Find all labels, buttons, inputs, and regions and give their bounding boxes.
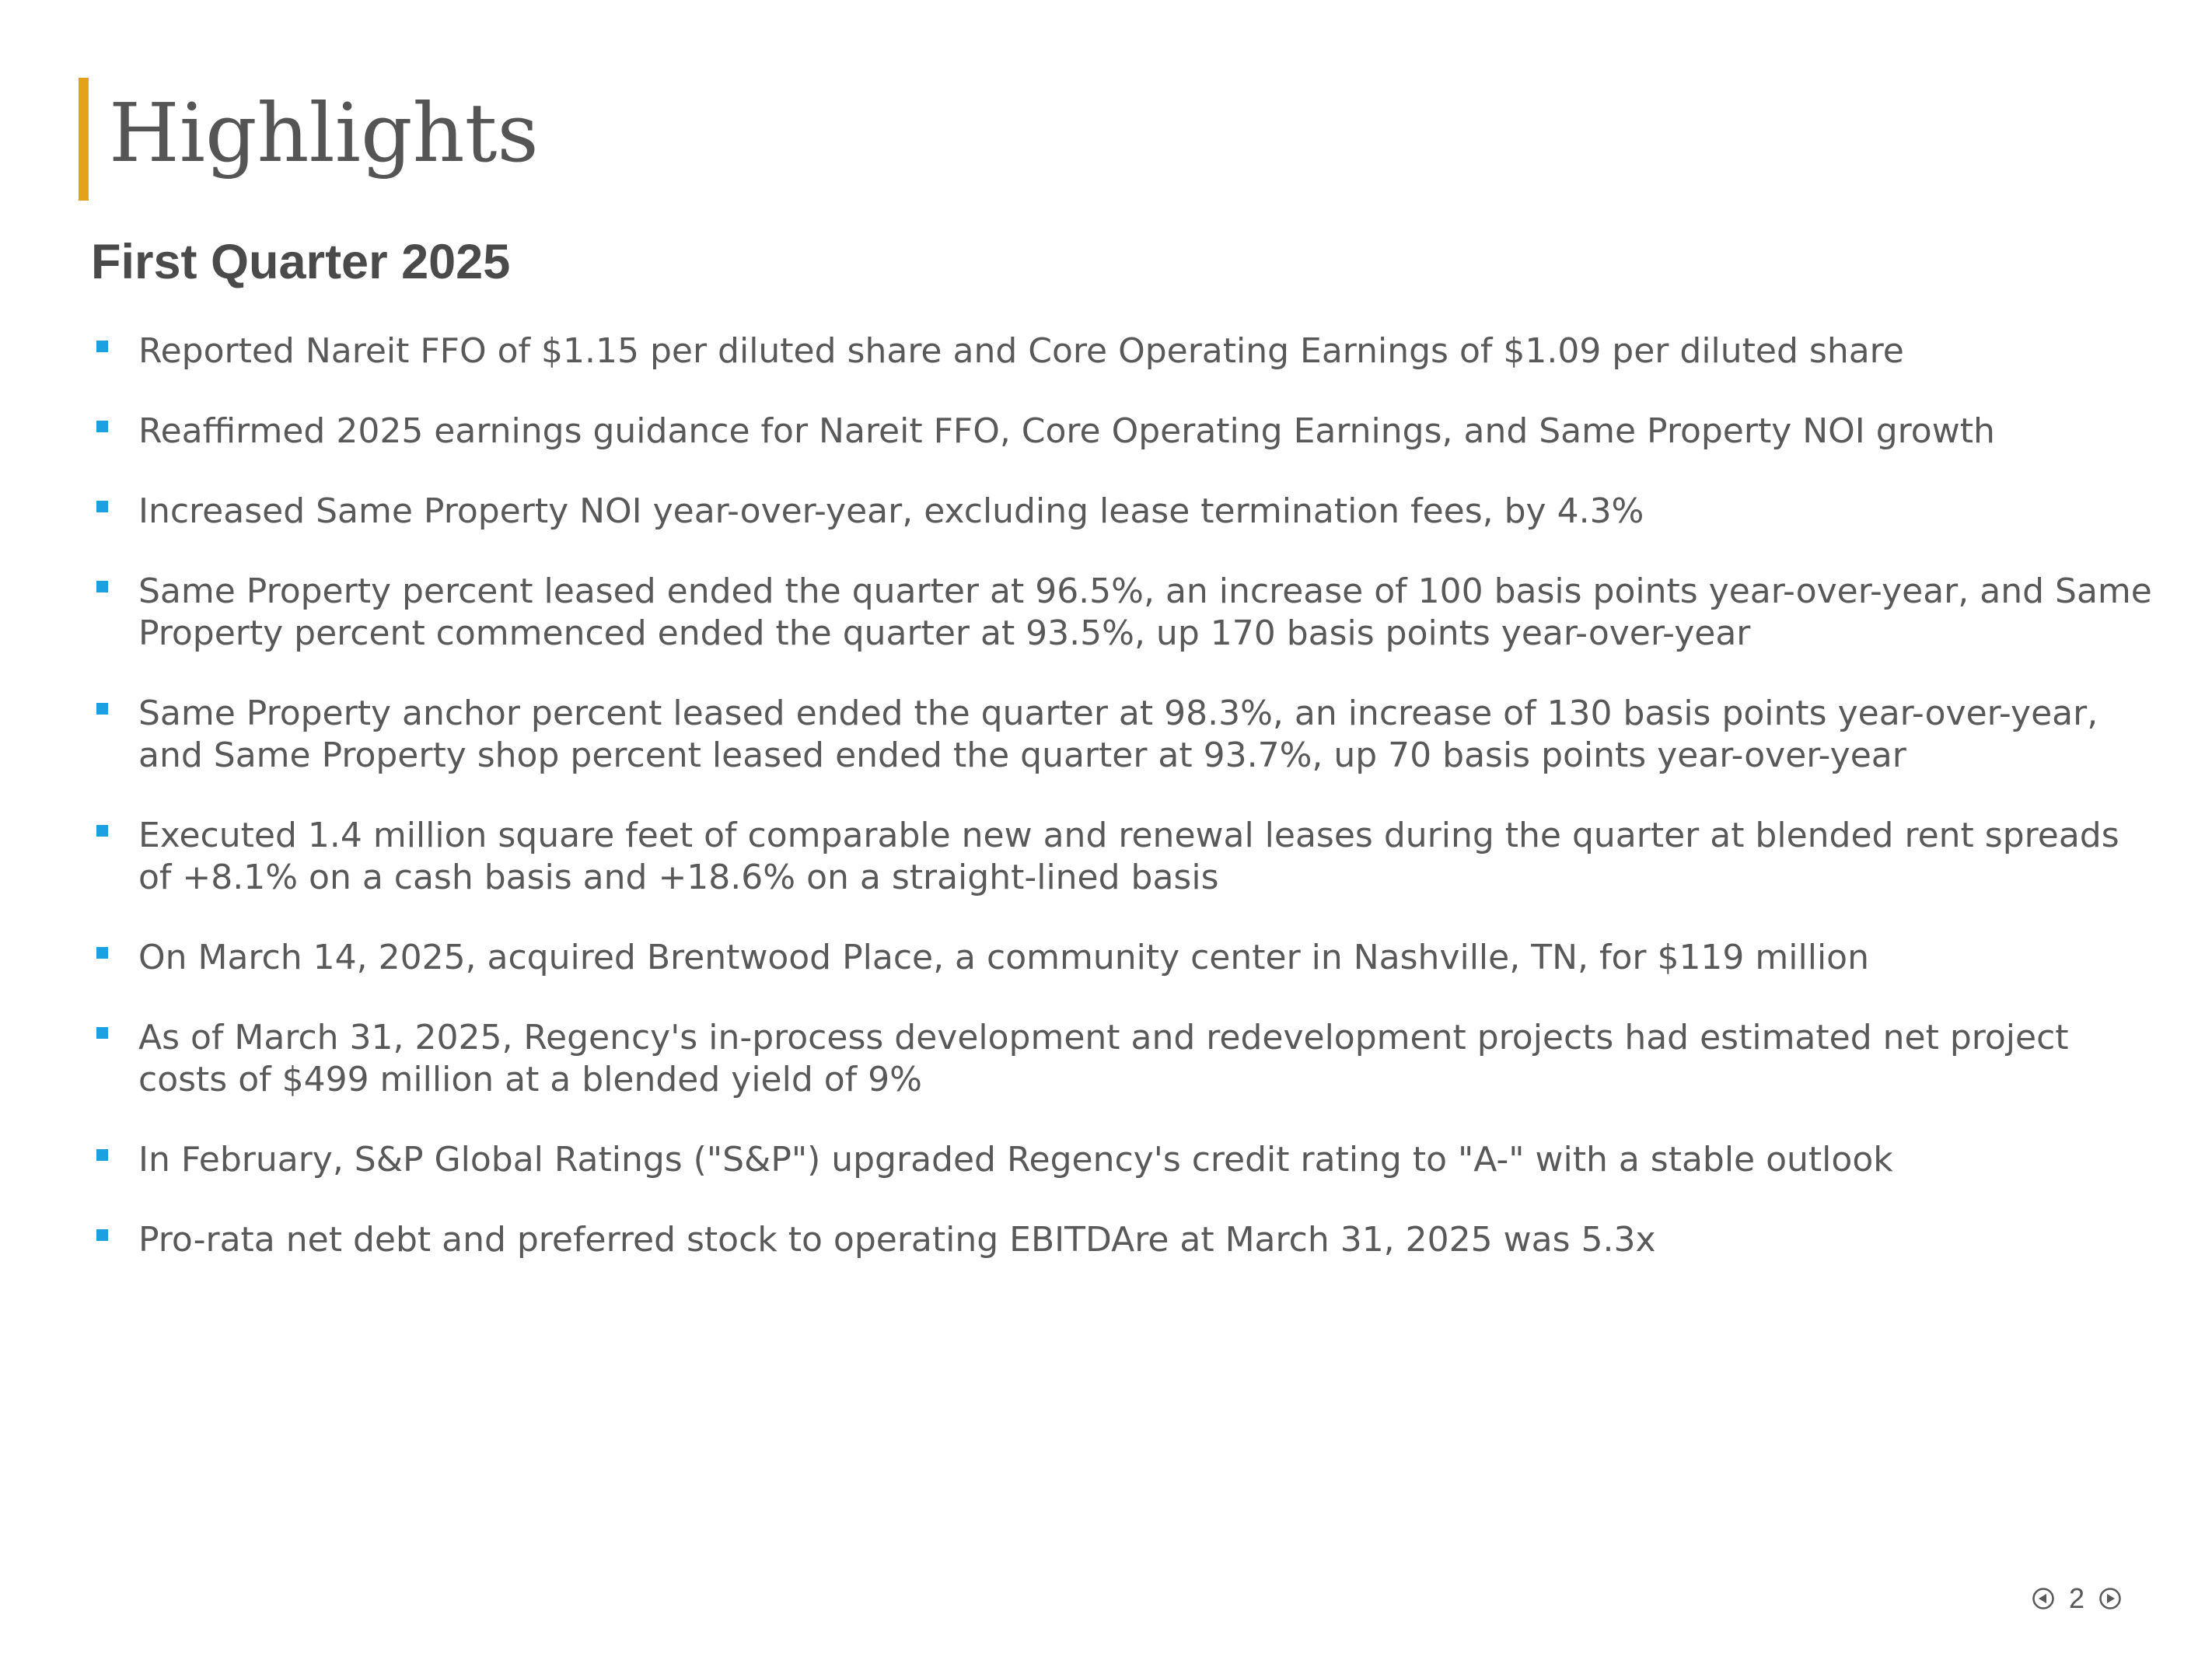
list-item [91, 491, 2159, 533]
page-number: 2 [2068, 1582, 2084, 1614]
list-item [91, 815, 2159, 899]
previous-page-icon[interactable] [2032, 1587, 2055, 1610]
square-bullet-icon [96, 581, 108, 592]
square-bullet-icon [96, 1149, 108, 1161]
title-accent-bar [79, 78, 89, 201]
page-title: Highlights [109, 86, 539, 180]
section-subtitle: First Quarter 2025 [91, 235, 511, 289]
square-bullet-icon [96, 1027, 108, 1039]
square-bullet-icon [96, 703, 108, 715]
square-bullet-icon [96, 421, 108, 432]
square-bullet-icon [96, 825, 108, 837]
list-item-text: Reported Nareit FFO of $1.15 per diluted share and Core Operating Earnings of $1.09 per diluted share [138, 331, 1904, 371]
list-item [91, 1139, 2159, 1181]
list-item [91, 411, 2159, 453]
square-bullet-icon [96, 501, 108, 512]
list-item-text: Same Property percent leased ended the quarter at 96.5%, an increase of 100 basis points year-over-year, and Same Property percent commenced ended the quarter at 93.5%, up 170 basis points year-over-year [138, 571, 2152, 653]
list-item-text: Same Property anchor percent leased ended the quarter at 98.3%, an increase of 130 basis points year-over-year, and Same Property shop percent leased ended the quarter at 93.7%, up 70 basis points year-over-year [138, 694, 2098, 775]
list-item [91, 937, 2159, 979]
page-navigator [2032, 1582, 2122, 1614]
list-item [91, 1219, 2159, 1261]
list-item [91, 571, 2159, 655]
list-item-text: Pro-rata net debt and preferred stock to operating EBITDAre at March 31, 2025 was 5.3x [138, 1220, 1656, 1260]
square-bullet-icon [96, 947, 108, 959]
list-item-text: Increased Same Property NOI year-over-year, excluding lease termination fees, by 4.3% [138, 491, 1644, 531]
list-item [91, 1017, 2159, 1101]
list-item [91, 330, 2159, 372]
list-item-text: In February, S&P Global Ratings ("S&P") upgraded Regency's credit rating to "A-" with a stable outlook [138, 1140, 1893, 1179]
highlights-list [91, 330, 2159, 1299]
list-item [91, 693, 2159, 777]
list-item-text: Reaffirmed 2025 earnings guidance for Nareit FFO, Core Operating Earnings, and Same Property NOI growth [138, 411, 1995, 451]
list-item-text: Executed 1.4 million square feet of comparable new and renewal leases during the quarter at blended rent spreads of +8.1% on a cash basis and +18.6% on a straight-lined basis [138, 816, 2119, 897]
next-page-icon[interactable] [2098, 1587, 2122, 1610]
square-bullet-icon [96, 341, 108, 352]
list-item-text: As of March 31, 2025, Regency's in-process development and redevelopment projects had estimated net project costs of $499 million at a blended yield of 9% [138, 1018, 2069, 1099]
square-bullet-icon [96, 1229, 108, 1241]
list-item-text: On March 14, 2025, acquired Brentwood Place, a community center in Nashville, TN, for $119 million [138, 938, 1869, 977]
